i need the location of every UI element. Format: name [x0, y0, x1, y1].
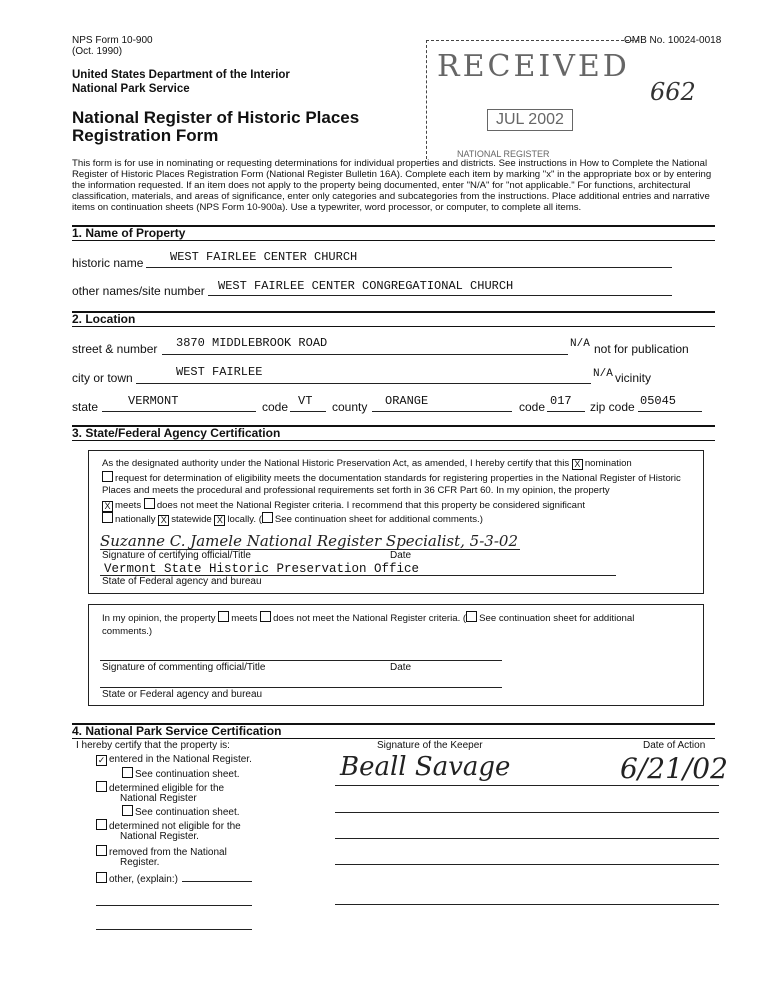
eligible-text-2: National Register: [120, 793, 197, 804]
opinion-not-meet-checkbox[interactable]: [260, 611, 271, 622]
agency-label: State of Federal agency and bureau: [102, 576, 262, 587]
see-continuation-checkbox-1[interactable]: [122, 767, 133, 778]
commenting-signature-label: Signature of commenting official/Title: [102, 662, 266, 673]
not-eligible-option: determined not eligible for the: [96, 819, 241, 832]
city-label: city or town: [72, 371, 133, 385]
eligible-option: determined eligible for the: [96, 781, 224, 794]
certifying-signature: Suzanne C. Jamele National Register Specialist, 5-3-02: [100, 532, 518, 550]
county-value: ORANGE: [385, 394, 429, 408]
other-checkbox[interactable]: [96, 872, 107, 883]
form-date: (Oct. 1990): [72, 46, 123, 57]
nationally-checkbox[interactable]: [102, 512, 113, 523]
continuation-checkbox[interactable]: [262, 512, 273, 523]
section-3-heading: 3. State/Federal Agency Certification: [72, 425, 715, 441]
commenting-agency-label: State or Federal agency and bureau: [102, 689, 263, 700]
statewide-checkbox[interactable]: X: [158, 515, 169, 526]
vicinity-value: N/A: [593, 368, 613, 380]
vicinity-label: vicinity: [615, 371, 652, 385]
removed-text-2: Register.: [120, 857, 160, 868]
code-label: code: [262, 400, 289, 414]
form-number: NPS Form 10-900: [72, 35, 153, 46]
form-subtitle: Registration Form: [72, 126, 219, 145]
eligible-checkbox[interactable]: [96, 781, 107, 792]
form-title: National Register of Historic Places: [72, 108, 360, 127]
not-eligible-text-2: National Register.: [120, 831, 199, 842]
removed-option: removed from the National: [96, 845, 227, 858]
section-2-heading: 2. Location: [72, 311, 715, 327]
opinion-meets-checkbox[interactable]: [218, 611, 229, 622]
opinion-text: In my opinion, the property meets does not meet the National Register criteria. ( See continuation sheet for additional comments.): [102, 613, 635, 637]
entered-option: ✓ entered in the National Register.: [97, 754, 252, 765]
street-label: street & number: [72, 342, 158, 356]
request-checkbox[interactable]: [102, 471, 113, 482]
nomination-checkbox[interactable]: X: [572, 459, 583, 470]
county-code-value: 017: [550, 394, 572, 408]
historic-name-label: historic name: [72, 256, 144, 270]
county-label: county: [332, 400, 368, 414]
historic-name-value: WEST FAIRLEE CENTER CHURCH: [170, 250, 358, 264]
nfp-label: not for publication: [594, 342, 689, 356]
department: United States Department of the Interior: [72, 69, 290, 81]
opinion-continuation-checkbox[interactable]: [466, 611, 477, 622]
zip-value: 05045: [640, 394, 677, 408]
entered-checkbox[interactable]: ✓: [97, 755, 106, 765]
other-option: other, (explain:): [96, 872, 178, 885]
registration-form-page: NPS Form 10-900 (Oct. 1990) OMB No. 10024-0018 United States Department of the Interior National Park Service National Register of Historic Places Registration Form RECEIVED JUL 2002 NATIONAL REGISTER 662 This form is for use in nominating or requesting determinations for individual properties and districts. See instructions in How to Complete the National Register of Historic Places Registration Form (National Register Bulletin 16A). Complete each item by marking "x" in the appropriate box or by entering the information requested. If an item does not apply to the property being documented, enter "N/A" for "not applicable." For functions, architectural classification, materials, and areas of significance, enter only categories and subcategories from the instructions. Place additional entries and narrative items on continuation sheets (NPS Form 10-900a). Use a typewriter, word processor, or computer, to complete all items. 1. Name of Property historic name WEST FAIRLEE CENTER CHURCH other names/site number WEST FAIRLEE CENTER CONGREGATIONAL CHURCH 2. Location street & number 3870 MIDDLEBROOK ROAD N/A not for publication city or town WEST FAIRLEE N/A vicinity state VERMONT code VT county ORANGE code 017 zip code 05045 3. State/Federal Agency Certification As the designated authority under the National Historic Preservation Act, as amended, I hereby certify that this X nomination request for determination of eligibility meets the documentation standards for registering properties in the National Register of Historic Places and meets the procedural and professional requirements set forth in 36 CFR Part 60. In my opinion, the property X meets does not meet the National Register criteria. I recommend that this property be considered significant nationally X statewide X locally. ( See continuation sheet for additional comments.) Suzanne C. Jamele National Register Specialist, 5-3-02 Signature of certifying official/Title Date Vermont State Historic Preservation Office State of Federal agency and bureau In my opinion, the property meets does not meet the National Register criteria. ( See continuation sheet for additional comments.) Signature of commenting official/Title Date State or Federal agency and bureau 4. National Park Service Certification I hereby certify that the property is: ✓ entered in the National Register. See continuation sheet. determined eligible for the National Register See continuation sheet. determined not eligible for the National Register. removed from the National Register. other, (explain:) Signature of the Keeper Date of Action Beall Savage 6/21/02: [0, 0, 775, 1000]
keeper-label: Signature of the Keeper: [377, 740, 483, 751]
date-label: Date: [390, 550, 412, 561]
zip-label: zip code: [590, 400, 635, 414]
meets-checkbox[interactable]: X: [102, 501, 113, 512]
action-date: 6/21/02: [620, 752, 728, 785]
action-date-label: Date of Action: [643, 740, 706, 751]
city-value: WEST FAIRLEE: [176, 365, 263, 379]
see-continuation-checkbox-2[interactable]: [122, 805, 133, 816]
locally-checkbox[interactable]: X: [214, 515, 225, 526]
nfp-value: N/A: [570, 338, 590, 350]
code-value: VT: [298, 394, 313, 408]
agency-value: Vermont State Historic Preservation Office: [104, 562, 420, 576]
service: National Park Service: [72, 83, 190, 95]
omb-number: OMB No. 10024-0018: [624, 35, 722, 46]
certification-text: As the designated authority under the National Historic Preservation Act, as amended, I hereby certify that this X nomination request for determination of eligibility meets the documentation standards for registering properties in the National Register of Historic Places and meets the procedural and professional requirements set forth in 36 CFR Part 60. In my opinion, the property X meets does not meet the National Register criteria. I recommend that this property be considered significant nationally X statewide X locally. ( See continuation sheet for additional comments.): [102, 458, 681, 525]
state-value: VERMONT: [128, 394, 179, 408]
not-meet-checkbox[interactable]: [144, 498, 155, 509]
street-value: 3870 MIDDLEBROOK ROAD: [176, 336, 328, 350]
section-4-heading: 4. National Park Service Certification: [72, 723, 715, 739]
keeper-signature: Beall Savage: [340, 752, 511, 782]
commenting-date-label: Date: [390, 662, 412, 673]
signature-label: Signature of certifying official/Title: [102, 550, 251, 561]
other-names-value: WEST FAIRLEE CENTER CONGREGATIONAL CHURCH: [218, 279, 514, 293]
instructions-paragraph: This form is for use in nominating or requesting determinations for individual properties and districts. See instructions in How to Complete the National Register of Historic Places Registration Form (National Register Bulletin 16A). Complete each item by marking "x" in the appropriate box or by entering the information requested. If an item does not apply to the property being documented, enter "N/A" for "not applicable." For functions, architectural classification, materials, and areas of significance, enter only categories and subcategories from the instructions. Place additional entries and narrative items on continuation sheets (NPS Form 10-900a). Use a typewriter, word processor, or computer, to complete all items.: [72, 158, 712, 213]
section-1-heading: 1. Name of Property: [72, 225, 715, 241]
other-names-label: other names/site number: [72, 284, 205, 298]
handwritten-note: 662: [650, 78, 696, 106]
county-code-label: code: [519, 400, 546, 414]
removed-checkbox[interactable]: [96, 845, 107, 856]
certify-text: I hereby certify that the property is:: [76, 740, 230, 751]
received-stamp: RECEIVED JUL 2002 NATIONAL REGISTER: [426, 40, 639, 159]
not-eligible-checkbox[interactable]: [96, 819, 107, 830]
state-label: state: [72, 400, 99, 414]
